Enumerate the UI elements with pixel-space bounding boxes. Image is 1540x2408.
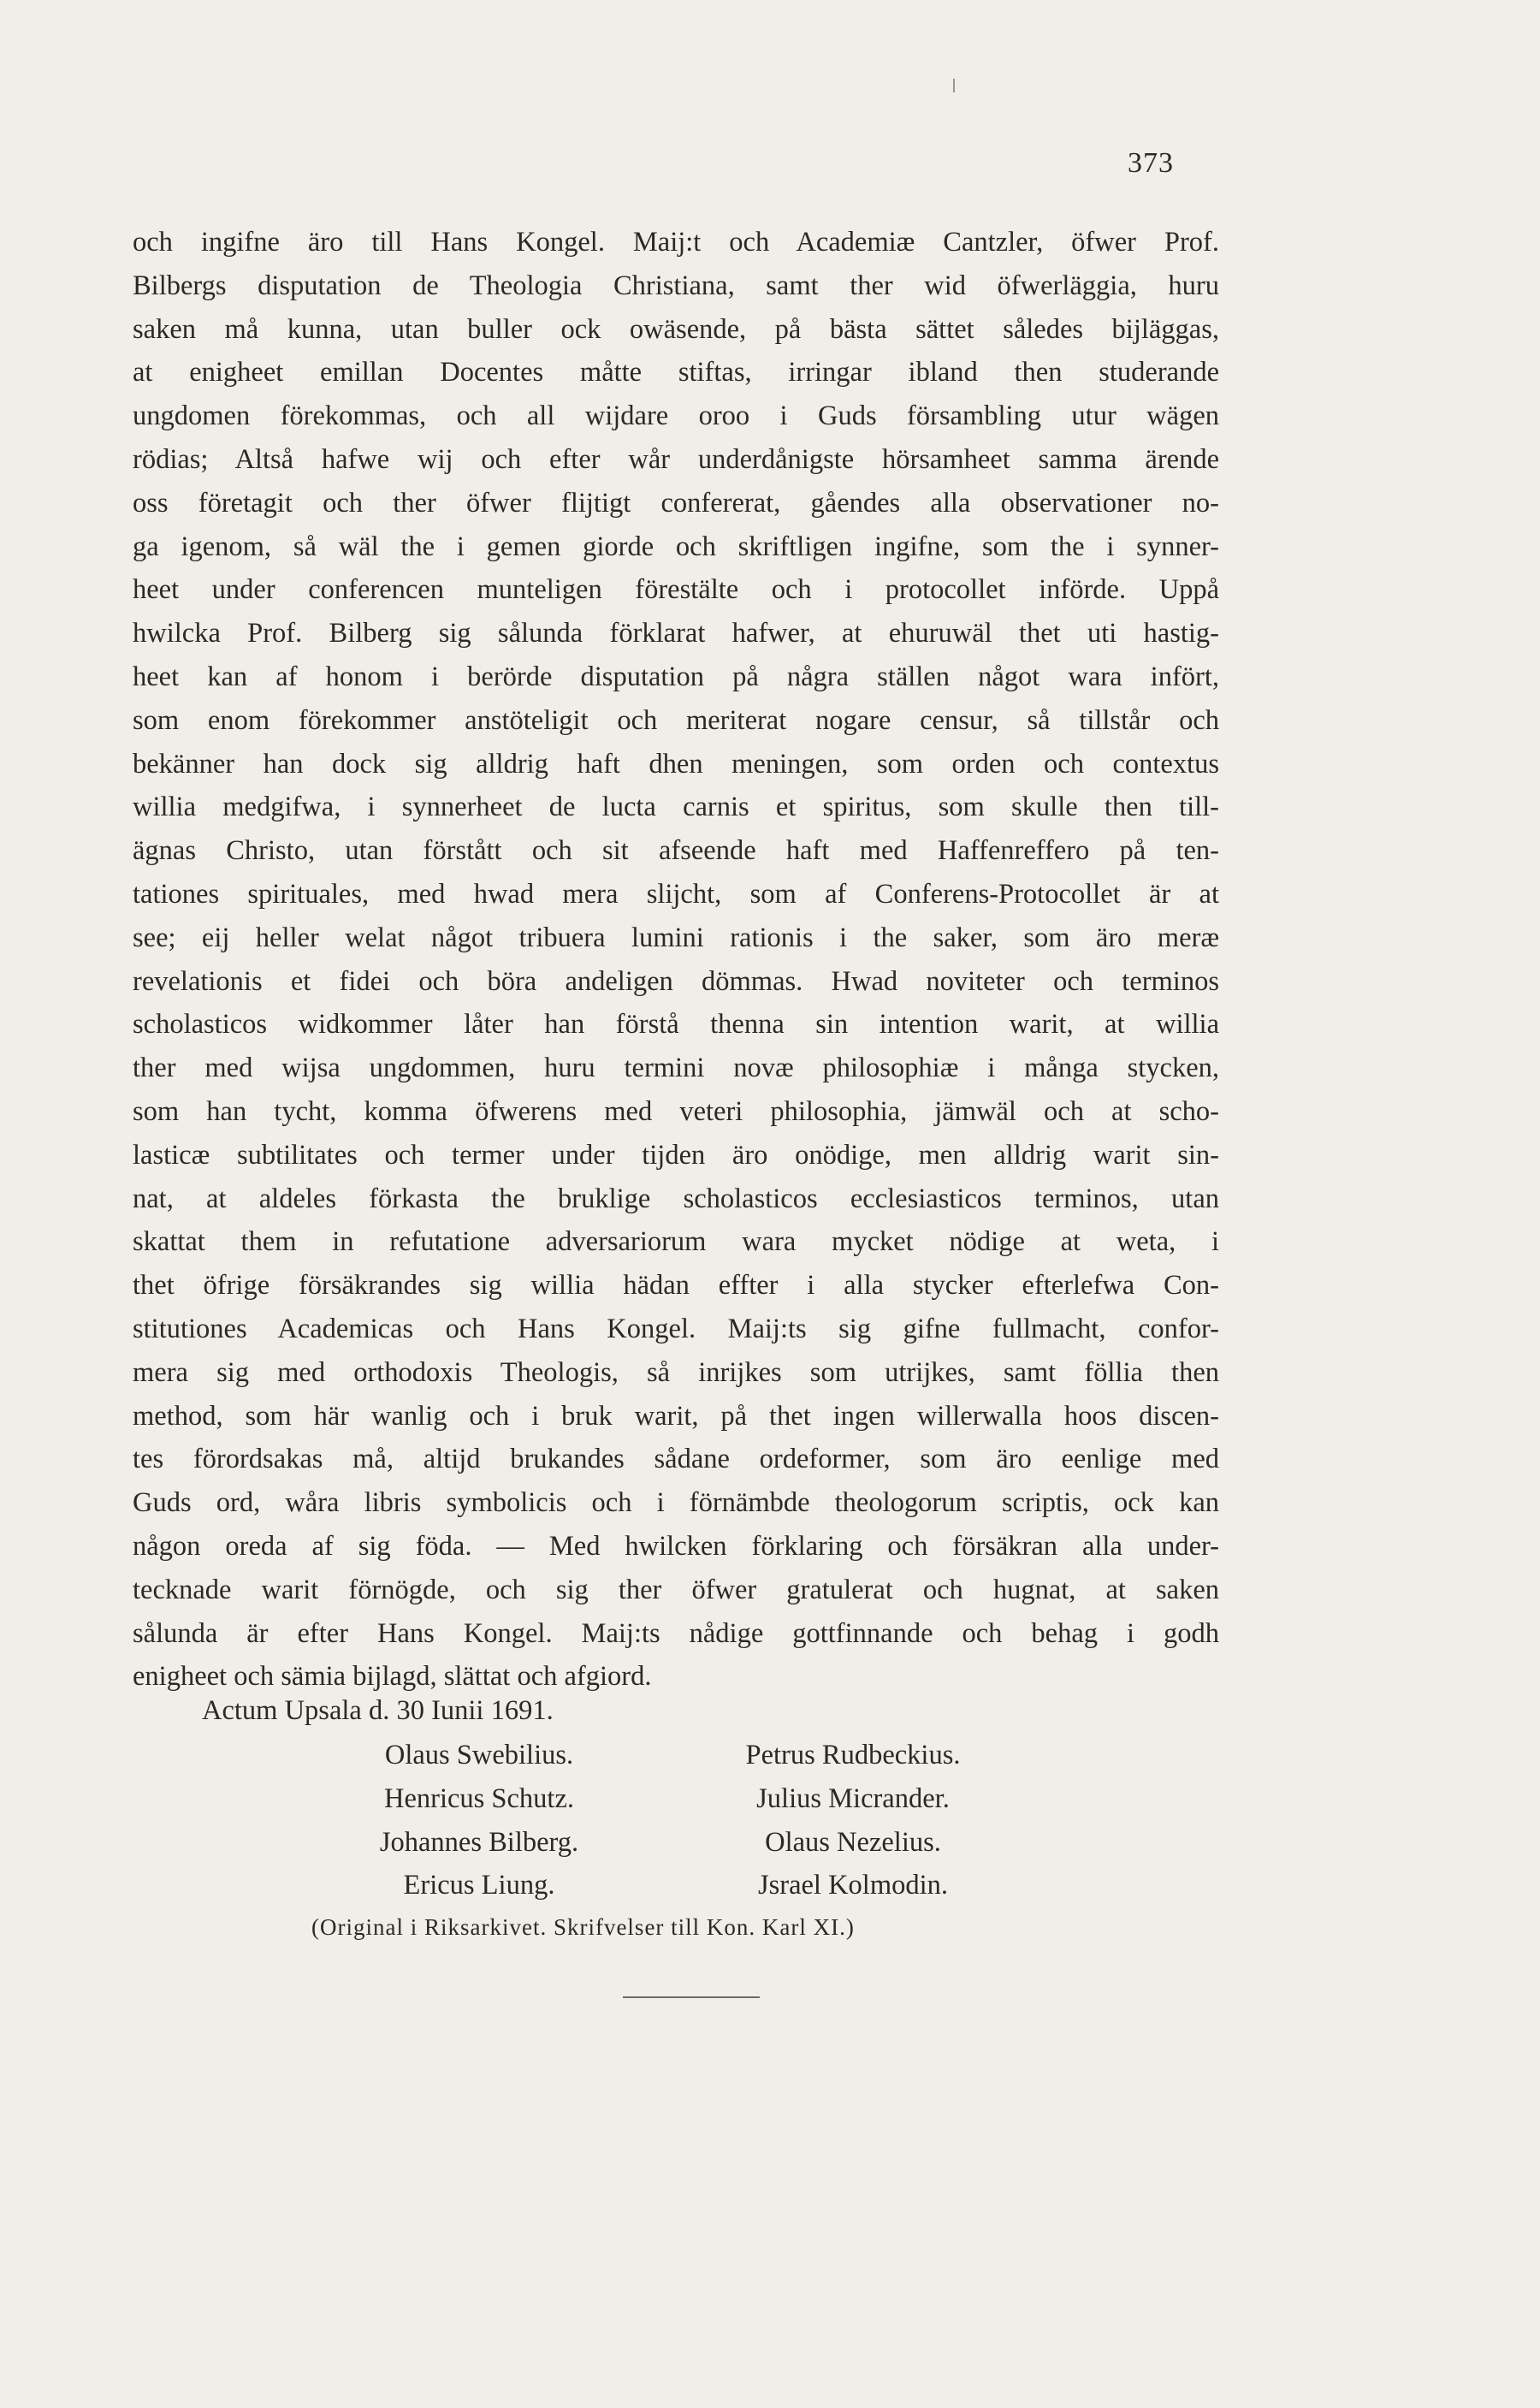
text-line: Guds ord, wåra libris symbolicis och i förnämbde theologorum scriptis, ock kan [133,1487,1219,1519]
text-line: saken må kunna, utan buller ock owäsende, på bästa sättet således bijläggas, [133,313,1219,345]
signature-row [0,1777,1540,1821]
text-line: Bilbergs disputation de Theologia Christiana, samt ther wid öfwerläggia, huru [133,270,1219,301]
text-line: heet kan af honom i berörde disputation på några ställen något wara infört, [133,661,1219,692]
signatory-name: Olaus Nezelius. [765,1826,941,1858]
text-line: thet öfrige försäkrandes sig willia hädan effter i alla stycker efterlefwa Con- [133,1270,1219,1302]
text-line: see; eij heller welat något tribuera lumini rationis i the saker, som äro meræ [133,922,1219,953]
signature-row [0,1734,1540,1777]
signatory-name: Julius Micrander. [756,1782,950,1814]
text-line: skattat them in refutatione adversariorum wara mycket nödige at weta, i [133,1226,1219,1258]
text-line: stitutiones Academicas och Hans Kongel. Maij:ts sig gifne fullmacht, confor- [133,1313,1219,1344]
text-line: ungdomen förekommas, och all wijdare oroo i Guds försambling utur wägen [133,400,1219,432]
signatory-name: Henricus Schutz. [383,1782,575,1814]
text-line: lasticæ subtilitates och termer under tijden äro onödige, men alldrig warit sin- [133,1139,1219,1171]
signature-block [0,1734,1540,1907]
signatory-name: Ericus Liung. [403,1870,555,1901]
text-line: ga igenom, så wäl the i gemen giorde och skriftligen ingifne, som the i synner- [133,531,1219,562]
scan-mark [953,79,955,92]
text-line: som han tycht, komma öfwerens med veteri philosophia, jämwäl och at scho- [133,1095,1219,1127]
signatory-name: Jsrael Kolmodin. [757,1870,949,1901]
text-line: tecknade warit förnögde, och sig ther öfwer gratulerat och hugnat, at saken [133,1574,1219,1605]
text-line: ther med wijsa ungdommen, huru termini novæ philosophiæ i många stycken, [133,1053,1219,1084]
text-line: hwilcka Prof. Bilberg sig sålunda förklarat hafwer, at ehuruwäl thet uti hastig- [133,618,1219,649]
text-line: scholasticos widkommer låter han förstå thenna sin intention warit, at willia [133,1009,1219,1041]
text-line: at enigheet emillan Docentes måtte stiftas, irringar ibland then studerande [133,357,1219,388]
text-line: tes förordsakas må, altijd brukandes sådane ordeformer, som äro eenlige med [133,1444,1219,1475]
signatory-name: Johannes Bilberg. [379,1826,579,1858]
text-line: revelationis et fidei och böra andeligen dömmas. Hwad noviteter och terminos [133,965,1219,997]
text-line: nat, at aldeles förkasta the bruklige scholasticos ecclesiasticos terminos, utan [133,1183,1219,1214]
actum-date-line: Actum Upsala d. 30 Iunii 1691. [202,1695,554,1726]
text-line: sålunda är efter Hans Kongel. Maij:ts nådige gottfinnande och behag i godh [133,1617,1219,1649]
text-line: rödias; Altså hafwe wij och efter wår underdånigste hörsamheet samma ärende [133,443,1219,475]
text-line: tationes spirituales, med hwad mera slijcht, som af Conferens-Protocollet är at [133,878,1219,910]
signature-row [0,1864,1540,1907]
text-line: mera sig med orthodoxis Theologis, så inrijkes som utrijkes, samt föllia then [133,1356,1219,1388]
signatory-name: Olaus Swebilius. [384,1740,574,1770]
text-line: och ingifne äro till Hans Kongel. Maij:t och Academiæ Cantzler, öfwer Prof. [133,227,1219,258]
signatory-name: Petrus Rudbeckius. [745,1740,961,1770]
text-line: någon oreda af sig föda. — Med hwilcken förklaring och försäkran alla under- [133,1530,1219,1562]
text-line: som enom förekommer anstöteligit och meriterat nogare censur, så tillstår och [133,704,1219,736]
text-line: oss företagit och ther öfwer flijtigt confererat, gåendes alla observationer no- [133,487,1219,519]
text-line: willia medgifwa, i synnerheet de lucta carnis et spiritus, som skulle then till- [133,792,1219,823]
signature-row [0,1821,1540,1865]
text-line: ägnas Christo, utan förstått och sit afseende haft med Haffenreffero på ten- [133,835,1219,867]
source-citation-text: (Original i Riksarkivet. Skrifvelser till Kon. Karl XI.) [311,1914,855,1940]
page-number: 373 [1128,147,1174,179]
text-line: heet under conferencen munteligen förestälte och i protocollet införde. Uppå [133,574,1219,606]
section-divider [623,1996,760,1998]
text-line: method, som här wanlig och i bruk warit, på thet ingen willerwalla hoos discen- [133,1400,1219,1432]
text-line: bekänner han dock sig alldrig haft dhen meningen, som orden och contextus [133,748,1219,780]
body-text [133,221,1219,1699]
text-line: enigheet och sämia bijlagd, slättat och afgiord. [133,1661,652,1693]
